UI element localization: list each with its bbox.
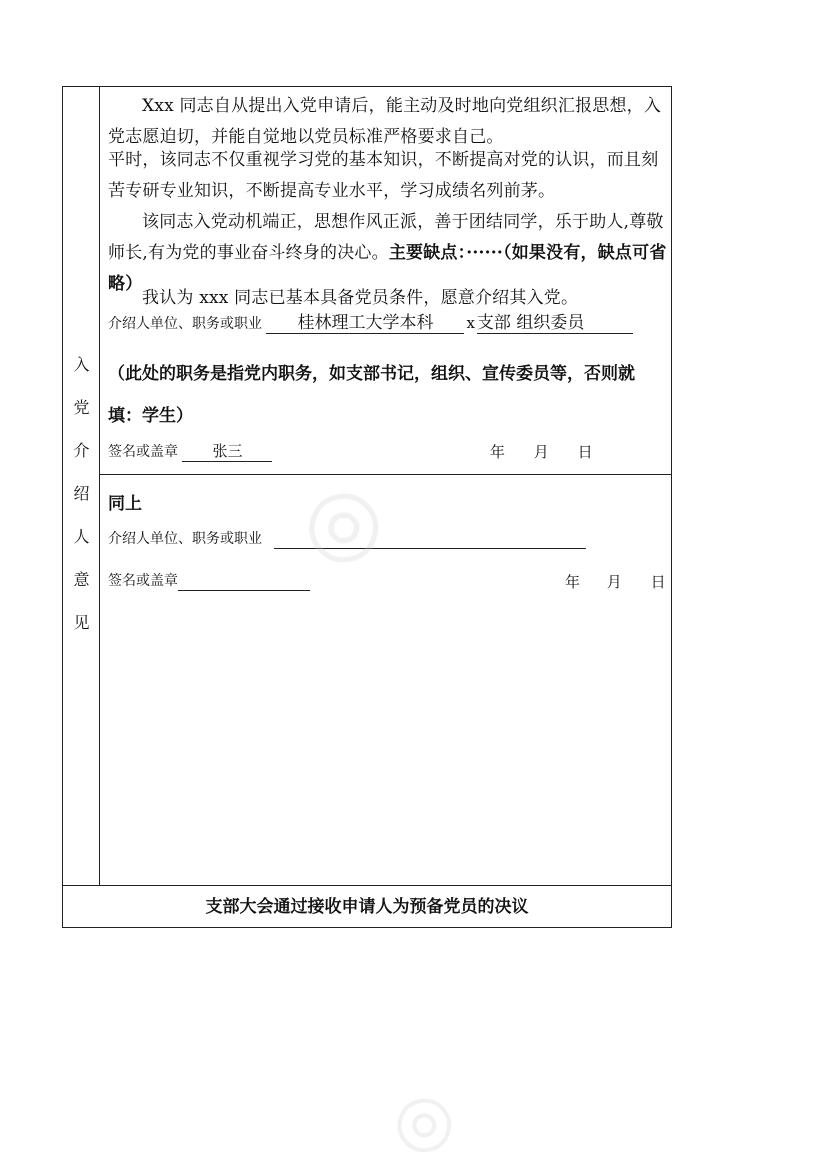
date-year-label-2: 年 [565,573,581,591]
side-label-char: 意 [73,570,90,589]
introducer-position-value[interactable] [477,313,633,334]
content-column [100,87,671,885]
signature-date [490,441,593,462]
introducer-unit-value-part1: 桂林理工大学本科 [297,313,434,333]
unit-separator: x [466,314,475,332]
signature-value[interactable]: 张三 [182,441,272,462]
date-day-label-2: 日 [650,573,666,591]
introducer-unit-row [108,313,633,334]
introducer-opinion-form [62,86,672,928]
position-instruction-note: （此处的职务是指党内职务，如支部书记，组织、宣传委员等，否则就填：学生） [108,364,635,426]
side-label-char: 人 [73,527,90,546]
introducer-unit-value[interactable] [266,313,464,334]
date-month-label-2: 月 [606,573,622,591]
recommendation-statement: 我认为 xxx 同志已基本具备党员条件，愿意介绍其入党。 [142,288,579,308]
introducer-position-value-text: 支部 组织委员 [476,313,585,333]
watermark-mark: ◎ [275,457,404,588]
date-day-label: 日 [577,443,593,461]
introducer-unit-row-2 [108,529,586,549]
side-label [63,343,100,644]
signature-label: 签名或盖章 [108,444,178,460]
introducer-unit-label: 介绍人单位、职务或职业 [108,316,262,332]
signature-date-2 [565,571,666,592]
introducer-unit-label-2: 介绍人单位、职务或职业 [108,531,262,547]
opinion-paragraph-1: Xxx 同志自从提出入党申请后，能主动及时地向党组织汇报思想，入党志愿迫切，并能自觉地以党员标准严格要求自己。 [108,96,662,147]
introducer-unit-input-2[interactable] [274,530,586,549]
signature-input-2[interactable] [178,572,310,591]
side-label-char: 见 [73,613,90,632]
signature-row [108,441,272,462]
signature-row-2 [108,571,310,591]
date-month-label: 月 [533,443,549,461]
branch-resolution-title: 支部大会通过接收申请人为预备党员的决议 [63,885,671,927]
watermark-mark: ◎ [370,1069,471,1173]
side-label-char: 入 [73,355,90,374]
signature-label-2: 签名或盖章 [108,573,178,589]
date-year-label: 年 [490,443,506,461]
side-label-char: 介 [73,441,90,460]
shortcomings-note: 主要缺点：······（如果没有，缺点可省略） [108,243,667,294]
side-label-char: 党 [73,398,90,417]
same-as-above-text: 同上 [108,494,142,514]
opinion-paragraph-3-text: 该同志入党动机端正，思想作风正派，善于团结同学，乐于助人,尊敬师长,有为党的事业奋斗终身的决心。 [108,212,664,263]
second-introducer-section [100,475,671,885]
side-label-column [63,87,100,885]
first-introducer-section [100,87,671,475]
opinion-paragraph-2: 平时，该同志不仅重视学习党的基本知识，不断提高对党的认识，而且刻苦专研专业知识，不断提高专业水平，学习成绩名列前茅。 [108,150,659,201]
side-label-char: 绍 [73,484,90,503]
